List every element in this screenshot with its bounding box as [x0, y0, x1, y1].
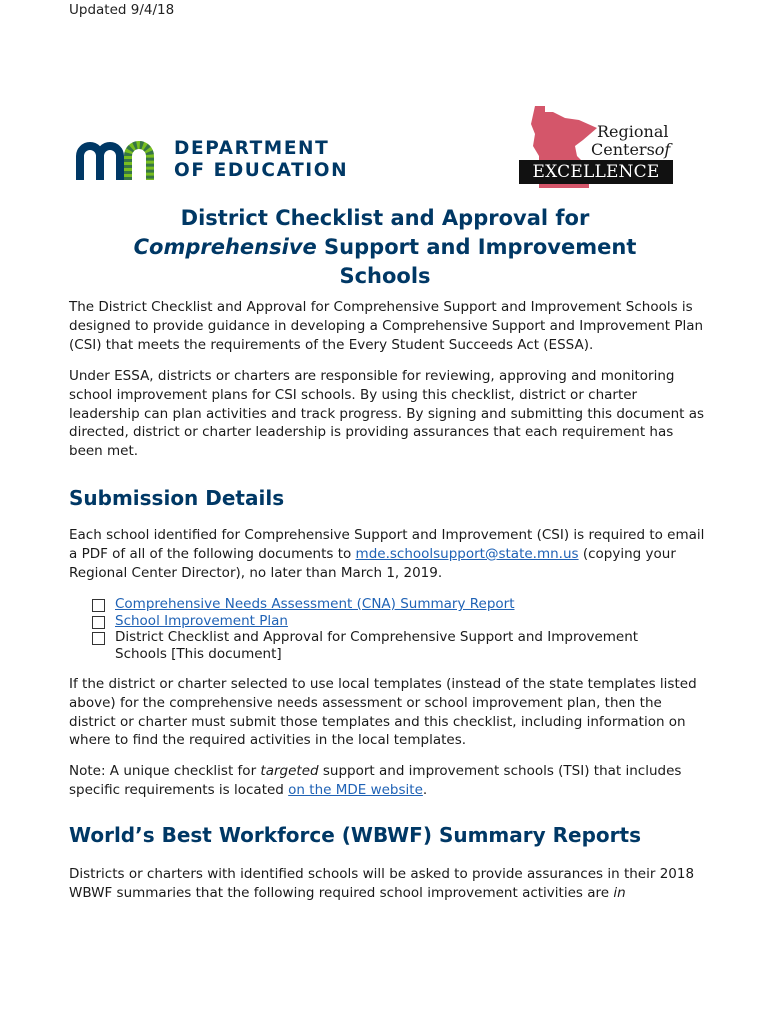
mde-website-link[interactable]: on the MDE website [288, 781, 423, 798]
local-templates-paragraph: If the district or charter selected to use local templates (instead of the state templates listed above) for the comprehensive needs assessment or school improvement plan, then the district or charter must submit those templates and this checklist, including information on where to find the required activities in the local templates. [69, 676, 697, 749]
cna-report-link[interactable]: Comprehensive Needs Assessment (CNA) Summary Report [115, 596, 515, 612]
checklist-item [92, 629, 692, 662]
rce-logo-centers: Centers [591, 140, 655, 159]
checkbox-icon[interactable] [92, 616, 105, 629]
submission-text-start: Each school identified for Comprehensive Support and Improvement (CSI) is required to email a PDF of all of the following documents to [69, 527, 705, 562]
document-checklist [92, 596, 692, 662]
submission-text-end: (copying your Regional Center Director), no later than March 1, 2019. [69, 545, 676, 581]
rce-logo [517, 104, 677, 190]
checkbox-icon[interactable] [92, 599, 105, 612]
checkbox-icon[interactable] [92, 632, 105, 645]
mn-logo-mark-icon [76, 136, 162, 182]
submission-heading: Submission Details [69, 486, 285, 510]
updated-date: Updated 9/4/18 [69, 2, 175, 18]
mde-logo [76, 136, 366, 184]
title-line1: District Checklist and Approval for [180, 206, 590, 230]
email-link[interactable]: mde.schoolsupport@state.mn.us [355, 545, 579, 562]
page-title [69, 204, 701, 291]
submission-paragraph [69, 526, 709, 582]
wbwf-text: Districts or charters with identified schools will be asked to provide assurances in their 2018 WBWF summaries that the following required school improvement activities are [69, 866, 695, 901]
rce-logo-line2 [591, 140, 670, 159]
mde-logo-line2: OF EDUCATION [174, 160, 349, 181]
rce-logo-of: of [654, 140, 671, 159]
school-improvement-plan-link[interactable]: School Improvement Plan [115, 612, 288, 629]
title-line2: Support and Improvement [316, 235, 637, 259]
rce-logo-line1: Regional [597, 122, 669, 141]
intro-paragraph-2: Under ESSA, districts or charters are responsible for reviewing, approving and monitoring school improvement plans for CSI schools. By using this checklist, district or charter leadership can plan activities and track progress. By signing and submitting this document as directed, district or charter leadership is providing assurances that each requirement has been met. [69, 368, 705, 460]
note-text-italic: targeted [260, 763, 319, 779]
title-italic: Comprehensive [133, 235, 317, 259]
mde-logo-text [174, 138, 348, 182]
checklist-item [92, 596, 692, 613]
note-text-start: Note: A unique checklist for [69, 763, 261, 779]
note-text-middle: support and improvement schools (TSI) that includes specific requirements is located [69, 763, 682, 798]
note-paragraph [69, 762, 709, 800]
intro-paragraph-1: The District Checklist and Approval for Comprehensive Support and Improvement Schools is designed to provide guidance in developing a Comprehensive Support and Improvement Plan (CSI) that meets the requirements of the Every Student Succeeds Act (ESSA). [69, 299, 704, 353]
wbwf-heading: World’s Best Workforce (WBWF) Summary Reports [69, 823, 641, 847]
note-text-end: . [422, 781, 428, 798]
wbwf-paragraph [69, 865, 709, 903]
wbwf-text-italic: in [613, 884, 626, 901]
rce-logo-excellence: EXCELLENCE [519, 160, 673, 184]
checklist-item [92, 613, 692, 630]
mde-logo-line1: DEPARTMENT [174, 138, 330, 159]
checklist-item-label: District Checklist and Approval for Comprehensive Support and Improvement Schools [This document] [115, 629, 639, 662]
title-line3: Schools [339, 264, 431, 288]
